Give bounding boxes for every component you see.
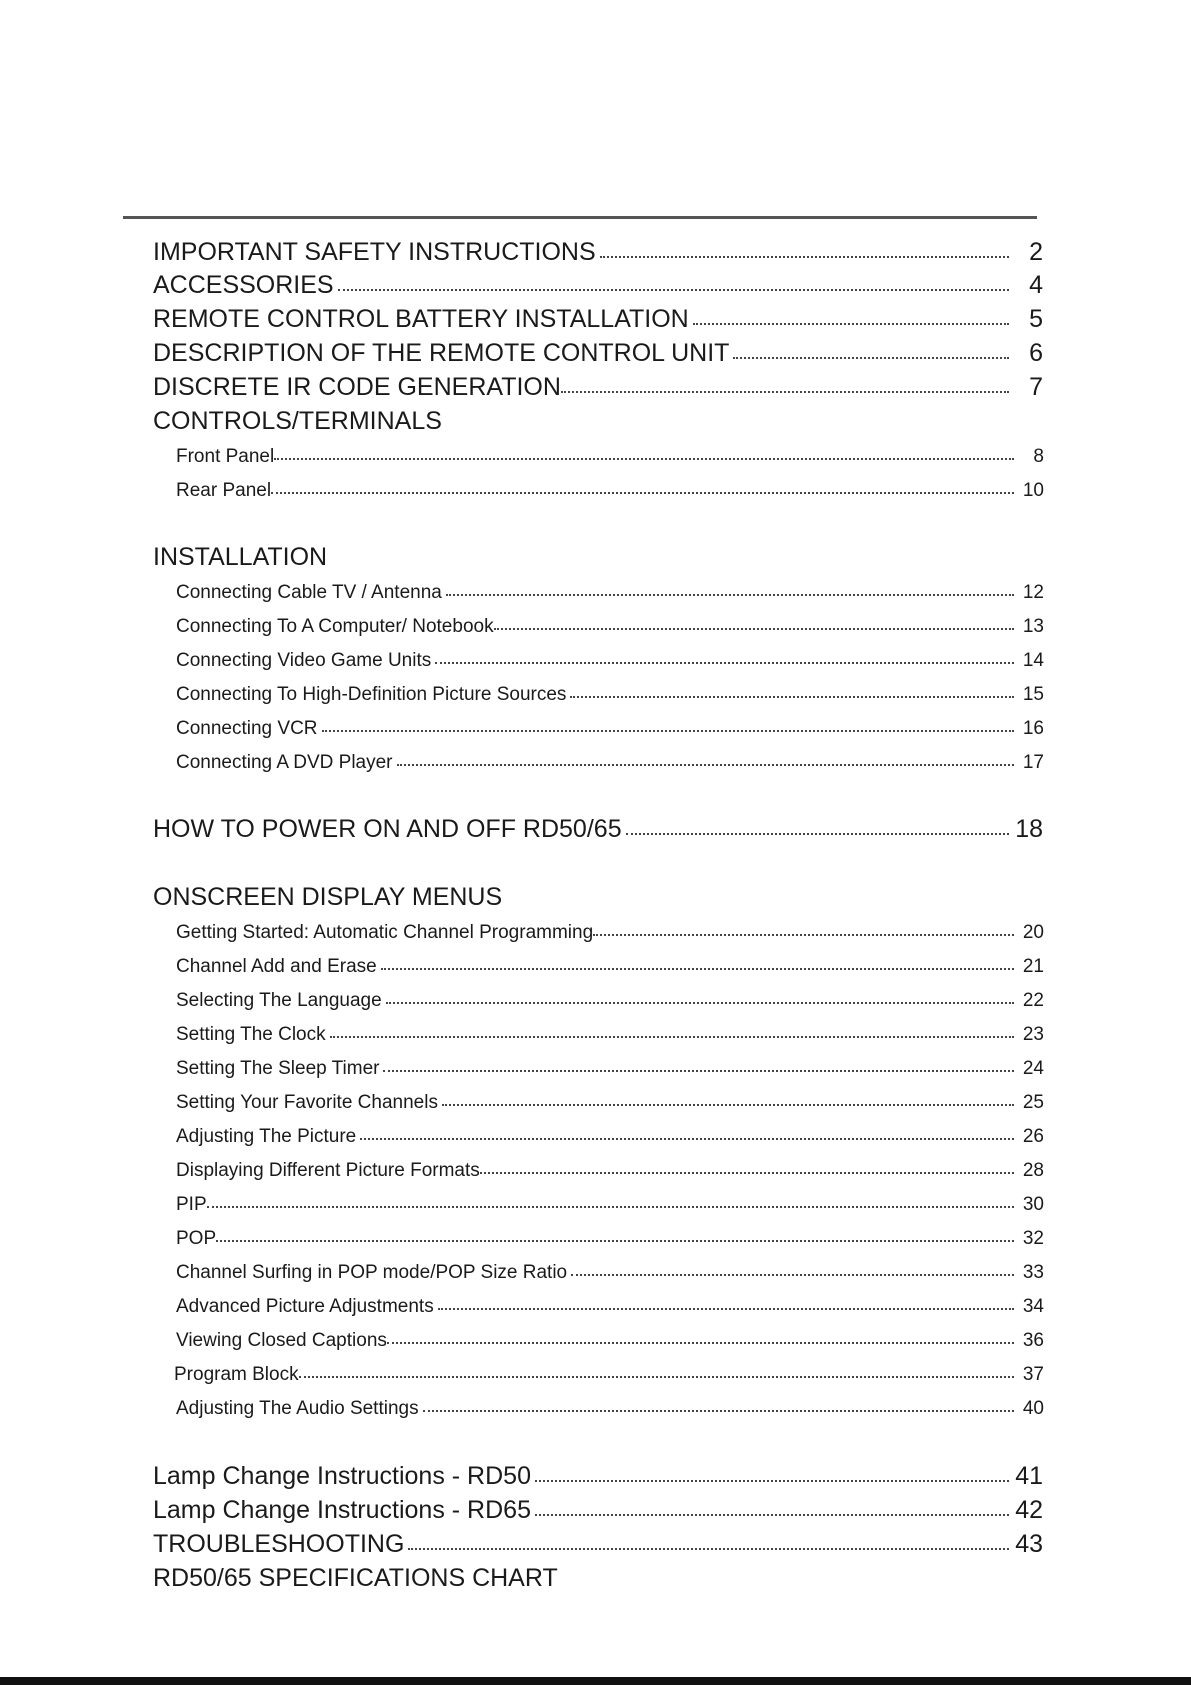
toc-entry-page: 12: [1022, 582, 1044, 603]
section-heading-osd: ONSCREEN DISPLAY MENUS: [153, 883, 503, 911]
toc-entry-page: 7: [1029, 373, 1043, 401]
toc-entry-title: REMOTE CONTROL BATTERY INSTALLATION: [153, 305, 689, 333]
section-heading-specs: RD50/65 SPECIFICATIONS CHART: [153, 1564, 558, 1592]
dot-leader: [299, 1365, 1014, 1378]
dot-leader: [494, 617, 1014, 630]
toc-entry-sleep-timer[interactable]: [176, 1055, 1044, 1083]
dot-leader: [397, 753, 1014, 766]
dot-leader: [381, 957, 1014, 970]
toc-entry-remote-description[interactable]: [153, 336, 1043, 370]
toc-entry-page: 32: [1022, 1228, 1044, 1249]
toc-entry-title: Viewing Closed Captions: [176, 1330, 387, 1351]
toc-entry-page: 4: [1029, 271, 1043, 299]
toc-entry-accessories[interactable]: [153, 268, 1043, 302]
dot-leader: [207, 1195, 1014, 1208]
dot-leader: [600, 241, 1009, 258]
dot-leader: [383, 1059, 1014, 1072]
toc-entry-page: 23: [1022, 1024, 1044, 1045]
dot-leader: [446, 583, 1014, 596]
toc-entry-page: 41: [1015, 1462, 1043, 1490]
toc-entry-title: Getting Started: Automatic Channel Programming: [176, 922, 594, 943]
toc-entry-program-block[interactable]: [174, 1361, 1044, 1389]
dot-leader: [480, 1161, 1014, 1174]
toc-entry-clock[interactable]: [176, 1021, 1044, 1049]
bottom-edge-bar: [0, 1677, 1191, 1685]
toc-entry-title: Lamp Change Instructions - RD50: [153, 1462, 531, 1490]
toc-entry-title: Selecting The Language: [176, 990, 382, 1011]
toc-entry-dvd[interactable]: [176, 749, 1044, 777]
toc-entry-front-panel[interactable]: [176, 443, 1044, 471]
toc-entry-page: 10: [1022, 480, 1044, 501]
dot-leader: [571, 1263, 1014, 1276]
dot-leader: [271, 481, 1014, 494]
dot-leader: [535, 1499, 1009, 1516]
toc-entry-title: Connecting Video Game Units: [176, 650, 432, 671]
toc-entry-page: 6: [1029, 339, 1043, 367]
toc-entry-computer[interactable]: [176, 613, 1044, 641]
dot-leader: [593, 923, 1014, 936]
toc-entry-page: 28: [1022, 1160, 1044, 1181]
toc-entry-title: Connecting To A Computer/ Notebook: [176, 616, 494, 637]
toc-entry-title: TROUBLESHOOTING: [153, 1530, 405, 1558]
toc-entry-channel-add-erase[interactable]: [176, 953, 1044, 981]
dot-leader: [733, 342, 1009, 359]
toc-entry-page: 33: [1022, 1262, 1044, 1283]
toc-entry-picture-formats[interactable]: [176, 1157, 1044, 1185]
toc-entry-page: 8: [1033, 446, 1044, 467]
dot-leader: [338, 274, 1009, 291]
toc-entry-page: 26: [1022, 1126, 1044, 1147]
toc-entry-page: 40: [1022, 1398, 1044, 1419]
dot-leader: [330, 1025, 1014, 1038]
toc-entry-safety[interactable]: [153, 235, 1043, 269]
toc-entry-favorite-channels[interactable]: [176, 1089, 1044, 1117]
dot-leader: [386, 991, 1014, 1004]
toc-entry-title: Connecting A DVD Player: [176, 752, 393, 773]
toc-entry-title: Front Panel: [176, 446, 275, 467]
dot-leader: [322, 719, 1014, 732]
toc-entry-advanced-picture[interactable]: [176, 1293, 1044, 1321]
dot-leader: [387, 1331, 1014, 1344]
dot-leader: [435, 651, 1014, 664]
dot-leader: [570, 685, 1014, 698]
toc-entry-audio-settings[interactable]: [176, 1395, 1044, 1423]
dot-leader: [274, 447, 1014, 460]
toc-entry-title: Adjusting The Picture: [176, 1126, 357, 1147]
dot-leader: [360, 1127, 1014, 1140]
toc-entry-troubleshooting[interactable]: [153, 1527, 1043, 1561]
toc-entry-title: Adjusting The Audio Settings: [176, 1398, 419, 1419]
toc-entry-page: 14: [1022, 650, 1044, 671]
toc-entry-title: Channel Surfing in POP mode/POP Size Ratio: [176, 1262, 568, 1283]
toc-entry-title: Program Block: [174, 1364, 299, 1385]
toc-entry-power[interactable]: [153, 812, 1043, 846]
toc-entry-page: 22: [1022, 990, 1044, 1011]
toc-entry-page: 43: [1015, 1530, 1043, 1558]
toc-entry-title: Lamp Change Instructions - RD65: [153, 1496, 531, 1524]
toc-entry-title: IMPORTANT SAFETY INSTRUCTIONS: [153, 238, 596, 266]
toc-entry-title: ACCESSORIES: [153, 271, 334, 299]
toc-entry-title: Connecting To High-Definition Picture Sources: [176, 684, 567, 705]
section-heading-controls: CONTROLS/TERMINALS: [153, 407, 442, 435]
toc-entry-title: DESCRIPTION OF THE REMOTE CONTROL UNIT: [153, 339, 730, 367]
toc-entry-auto-channel[interactable]: [176, 919, 1044, 947]
dot-leader: [442, 1093, 1014, 1106]
toc-entry-page: 13: [1022, 616, 1044, 637]
toc-entry-video-game[interactable]: [176, 647, 1044, 675]
toc-entry-title: PIP: [176, 1194, 207, 1215]
dot-leader: [626, 818, 1009, 835]
toc-entry-title: Setting Your Favorite Channels: [176, 1092, 438, 1113]
dot-leader: [423, 1399, 1014, 1412]
toc-entry-page: 37: [1022, 1364, 1044, 1385]
toc-entry-page: 21: [1022, 956, 1044, 977]
toc-entry-pip[interactable]: [176, 1191, 1044, 1219]
toc-entry-title: Connecting VCR: [176, 718, 318, 739]
toc-entry-page: 2: [1029, 238, 1043, 266]
toc-entry-closed-captions[interactable]: [176, 1327, 1044, 1355]
dot-leader: [216, 1229, 1014, 1242]
dot-leader: [438, 1297, 1014, 1310]
toc-entry-hd-sources[interactable]: [176, 681, 1044, 709]
toc-entry-title: HOW TO POWER ON AND OFF RD50/65: [153, 815, 622, 843]
dot-leader: [535, 1465, 1009, 1482]
toc-entry-title: Displaying Different Picture Formats: [176, 1160, 480, 1181]
toc-entry-language[interactable]: [176, 987, 1044, 1015]
dot-leader: [561, 376, 1009, 393]
toc-entry-title: Rear Panel: [176, 480, 272, 501]
dot-leader: [693, 308, 1009, 325]
toc-entry-page: 15: [1022, 684, 1044, 705]
toc-entry-lamp-rd50[interactable]: [153, 1459, 1043, 1493]
toc-entry-cable-tv[interactable]: [176, 579, 1044, 607]
toc-entry-page: 5: [1029, 305, 1043, 333]
toc-entry-title: POP: [176, 1228, 217, 1249]
toc-entry-title: Channel Add and Erase: [176, 956, 377, 977]
toc-entry-page: 16: [1022, 718, 1044, 739]
toc-entry-page: 20: [1022, 922, 1044, 943]
toc-entry-rear-panel[interactable]: [176, 477, 1044, 505]
toc-entry-title: Setting The Sleep Timer: [176, 1058, 380, 1079]
dot-leader: [408, 1533, 1009, 1550]
section-heading-installation: INSTALLATION: [153, 543, 328, 571]
toc-entry-page: 42: [1015, 1496, 1043, 1524]
toc-entry-page: 25: [1022, 1092, 1044, 1113]
toc-entry-title: DISCRETE IR CODE GENERATION: [153, 373, 561, 401]
toc-entry-vcr[interactable]: [176, 715, 1044, 743]
toc-entry-battery[interactable]: [153, 302, 1043, 336]
toc-entry-pop[interactable]: [176, 1225, 1044, 1253]
toc-entry-adjust-picture[interactable]: [176, 1123, 1044, 1151]
toc-entry-page: 36: [1022, 1330, 1044, 1351]
toc-entry-pop-surfing[interactable]: [176, 1259, 1044, 1287]
toc-entry-page: 24: [1022, 1058, 1044, 1079]
toc-entry-page: 30: [1022, 1194, 1044, 1215]
toc-entry-page: 17: [1022, 752, 1044, 773]
toc-entry-title: Setting The Clock: [176, 1024, 326, 1045]
toc-entry-page: 18: [1015, 815, 1043, 843]
toc-entry-title: Advanced Picture Adjustments: [176, 1296, 434, 1317]
toc-entry-title: Connecting Cable TV / Antenna: [176, 582, 442, 603]
toc-entry-ir-code[interactable]: [153, 370, 1043, 404]
toc-entry-lamp-rd65[interactable]: [153, 1493, 1043, 1527]
toc-entry-page: 34: [1022, 1296, 1044, 1317]
